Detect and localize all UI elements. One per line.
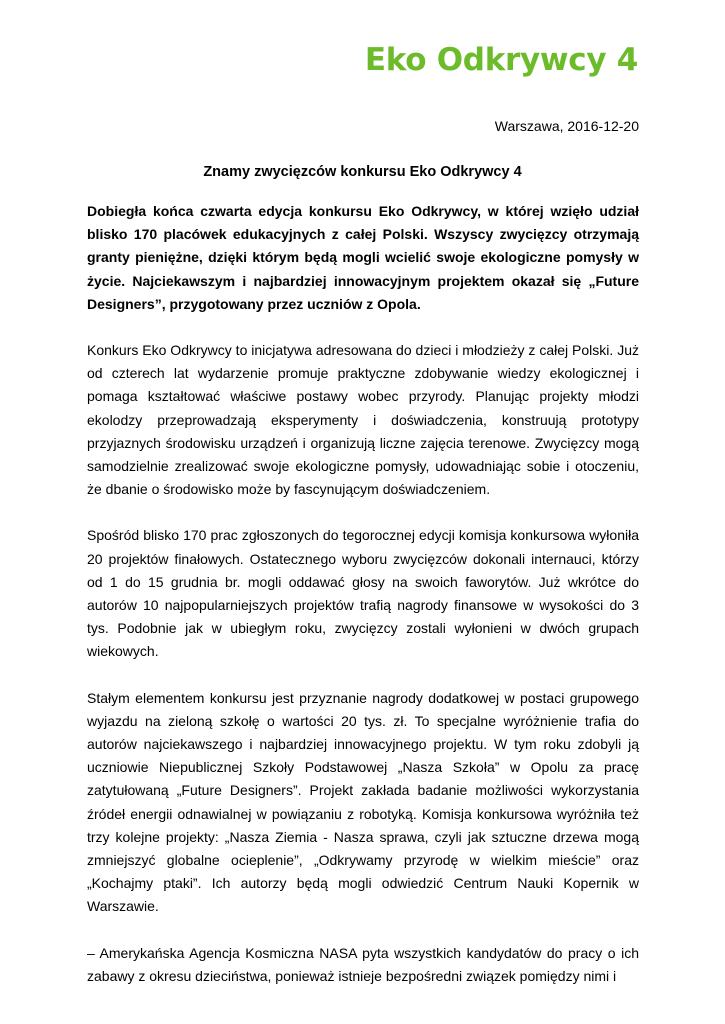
document-date: Warszawa, 2016-12-20 <box>494 118 639 134</box>
logo-text: Eko Odkrywcy 4 <box>364 41 638 78</box>
body-paragraph: Stałym elementem konkursu jest przyznanie nagrody dodatkowej w postaci grupowego wyjazdu na zieloną szkołę o wartości 20 tys. zł. To specjalne wyróżnienie trafia do autorów najciekawszego i najbardziej innowacyjnego projektu. W tym roku zdobyli ją uczniowie Niepublicznej Szkoły Podstawowej „Nasza Szkoła” w Opolu za pracę zatytułowaną „Future Designers”. Projekt zakłada badanie możliwości wykorzystania źródeł energii odnawialnej w powiązaniu z robotyką. Komisja konkursowa wyróżniła też trzy kolejne projekty: „Nasza Ziemia - Nasza sprawa, czyli jak sztuczne drzewa mogą zmniejszyć globalne ocieplenie”, „Odkrywamy przyrodę w wielkim mieście” oraz „Kochajmy ptaki”. Ich autorzy będą mogli odwiedzić Centrum Nauki Kopernik w Warszawie. <box>87 689 639 915</box>
body-paragraph: Konkurs Eko Odkrywcy to inicjatywa adresowana do dzieci i młodzieży z całej Polski. Już od czterech lat wydarzenie promuje praktyczne zdobywanie wiedzy ekologicznej i pomaga kształtować właściwe postawy wobec przyrody. Planując projekty młodzi ekolodzy przeprowadzają eksperymenty i doświadczenia, konstruują prototypy przyjaznych środowisku urządzeń i organizują liczne zajęcia terenowe. Zwycięzcy mogą samodzielnie zrealizować swoje ekologiczne pomysły, udowadniając sobie i otoczeniu, że dbanie o środowisko może by fascynującym doświadczeniem. <box>87 342 639 498</box>
body-paragraph: Spośród blisko 170 prac zgłoszonych do tegorocznej edycji komisja konkursowa wyłoniła 20 projektów finałowych. Ostatecznego wyboru zwycięzców dokonali internauci, którzy od 1 do 15 grudnia br. mogli oddawać głosy na swoich faworytów. Już wkrótce do autorów 10 najpopularniejszych projektów trafią nagrody finansowe w wysokości do 3 tys. Podobnie jak w ubiegłym roku, zwycięzcy zostali wyłonieni w dwóch grupach wiekowych. <box>87 527 639 660</box>
body-paragraph: – Amerykańska Agencja Kosmiczna NASA pyta wszystkich kandydatów do pracy o ich zabawy z okresu dzieciństwa, ponieważ istnieje bezpośredni związek pomiędzy nimi i <box>87 944 639 984</box>
lead-paragraph: Dobiegła końca czwarta edycja konkursu Eko Odkrywcy, w której wzięło udział blisko 170 placówek edukacyjnych z całej Polski. Wszyscy zwycięzcy otrzymają granty pieniężne, dzięki którym będą mogli wcielić swoje ekologiczne pomysły w życie. Najciekawszym i najbardziej innowacyjnym projektem okazał się „Future Designers”, przygotowany przez uczniów z Opola. <box>87 203 639 312</box>
document-title: Znamy zwycięzców konkursu Eko Odkrywcy 4 <box>203 164 522 180</box>
document-body <box>87 200 639 1011</box>
eko-odkrywcy-logo <box>365 38 638 82</box>
